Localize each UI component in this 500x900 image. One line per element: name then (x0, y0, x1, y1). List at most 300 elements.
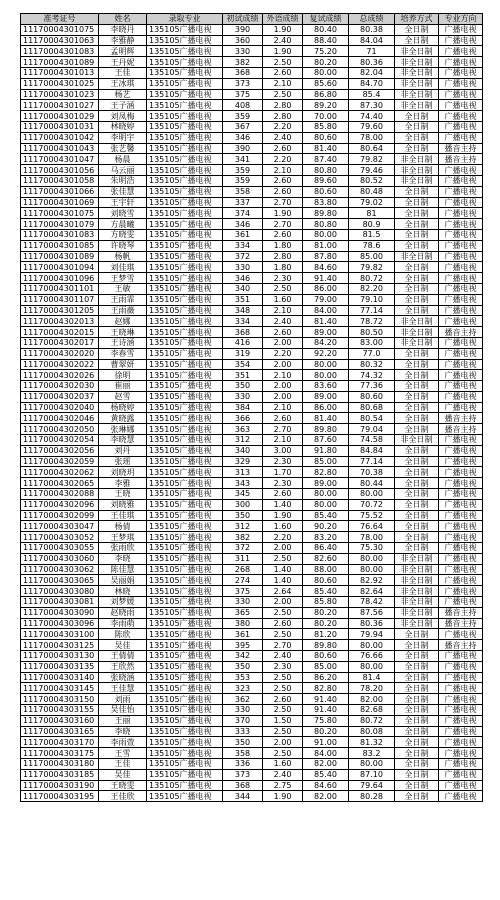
study-mode-cell: 非全日制 (395, 337, 439, 348)
name-cell: 刘佳琪 (99, 262, 147, 273)
study-mode-cell: 全日制 (395, 197, 439, 208)
exam-id-cell: 11170004301047 (21, 154, 99, 165)
name-cell: 王佳 (99, 67, 147, 78)
exam-id-cell: 11170004301031 (21, 121, 99, 132)
header-exam-id: 准考证号 (21, 14, 99, 25)
retest-score-cell: 86.00 (303, 402, 349, 413)
total-score-cell: 80.48 (349, 186, 395, 197)
name-cell: 杨艺 (99, 89, 147, 100)
exam-id-cell: 11170004301083 (21, 46, 99, 57)
table-row (21, 758, 483, 769)
exam-id-cell: 11170004303155 (21, 705, 99, 716)
study-mode-cell: 全日制 (395, 769, 439, 780)
name-cell: 刘雨 (99, 694, 147, 705)
exam-id-cell: 11170004303090 (21, 607, 99, 618)
total-score-cell: 80.60 (349, 391, 395, 402)
total-score-cell: 78.00 (349, 532, 395, 543)
name-cell: 王雨薇 (99, 305, 147, 316)
table-row (21, 208, 483, 219)
name-cell: 张晓涵 (99, 672, 147, 683)
direction-cell: 广播电视 (439, 294, 483, 305)
total-score-cell: 80.28 (349, 791, 395, 802)
retest-score-cell: 84.20 (303, 337, 349, 348)
retest-score-cell: 80.60 (303, 575, 349, 586)
study-mode-cell: 非全日制 (395, 78, 439, 89)
name-cell: 刘晓雅 (99, 499, 147, 510)
total-score-cell: 84.04 (349, 35, 395, 46)
retest-score-cell: 70.00 (303, 111, 349, 122)
prelim-score-cell: 330 (223, 391, 263, 402)
prelim-score-cell: 340 (223, 283, 263, 294)
retest-score-cell: 85.40 (303, 586, 349, 597)
retest-score-cell: 80.00 (303, 67, 349, 78)
direction-cell: 广播电视 (439, 111, 483, 122)
table-row (21, 694, 483, 705)
retest-score-cell: 86.80 (303, 89, 349, 100)
major-cell: 135105广播电视 (147, 618, 223, 629)
prelim-score-cell: 362 (223, 694, 263, 705)
exam-id-cell: 11170004303185 (21, 769, 99, 780)
retest-score-cell: 91.40 (303, 694, 349, 705)
name-cell: 杨倩 (99, 521, 147, 532)
major-cell: 135105广播电视 (147, 478, 223, 489)
direction-cell: 广播电视 (439, 575, 483, 586)
retest-score-cell: 90.20 (303, 521, 349, 532)
exam-id-cell: 11170004303052 (21, 532, 99, 543)
study-mode-cell: 全日制 (395, 24, 439, 35)
header-major: 录取专业 (147, 14, 223, 25)
language-score-cell: 2.60 (263, 618, 303, 629)
table-row (21, 435, 483, 446)
major-cell: 135105广播电视 (147, 67, 223, 78)
name-cell: 徐明 (99, 370, 147, 381)
prelim-score-cell: 329 (223, 456, 263, 467)
language-score-cell: 2.80 (263, 100, 303, 111)
exam-id-cell: 11170004301094 (21, 262, 99, 273)
table-row (21, 402, 483, 413)
retest-score-cell: 80.80 (303, 219, 349, 230)
total-score-cell: 81.4 (349, 672, 395, 683)
table-row (21, 143, 483, 154)
language-score-cell: 2.50 (263, 629, 303, 640)
language-score-cell: 1.50 (263, 715, 303, 726)
exam-id-cell: 11170004302037 (21, 391, 99, 402)
retest-score-cell: 85.00 (303, 456, 349, 467)
direction-cell: 广播电视 (439, 532, 483, 543)
language-score-cell: 2.00 (263, 597, 303, 608)
table-row (21, 683, 483, 694)
total-score-cell: 78.20 (349, 683, 395, 694)
prelim-score-cell: 384 (223, 402, 263, 413)
major-cell: 135105广播电视 (147, 165, 223, 176)
table-row (21, 564, 483, 575)
total-score-cell: 82.20 (349, 283, 395, 294)
language-score-cell: 1.70 (263, 467, 303, 478)
total-score-cell: 79.82 (349, 154, 395, 165)
retest-score-cell: 75.80 (303, 715, 349, 726)
total-score-cell: 80.50 (349, 327, 395, 338)
total-score-cell: 80.00 (349, 758, 395, 769)
retest-score-cell: 83.20 (303, 532, 349, 543)
name-cell: 赵娜 (99, 316, 147, 327)
language-score-cell: 1.90 (263, 46, 303, 57)
exam-id-cell: 11170004301013 (21, 67, 99, 78)
name-cell: 王佳慧 (99, 683, 147, 694)
retest-score-cell: 85.80 (303, 121, 349, 132)
retest-score-cell: 80.00 (303, 370, 349, 381)
prelim-score-cell: 346 (223, 132, 263, 143)
direction-cell: 广播电视 (439, 661, 483, 672)
table-row (21, 737, 483, 748)
exam-id-cell: 11170004301043 (21, 143, 99, 154)
retest-score-cell: 87.40 (303, 154, 349, 165)
retest-score-cell: 86.40 (303, 543, 349, 554)
direction-cell: 广播电视 (439, 348, 483, 359)
direction-cell: 广播电视 (439, 78, 483, 89)
major-cell: 135105广播电视 (147, 640, 223, 651)
direction-cell: 广播电视 (439, 132, 483, 143)
exam-id-cell: 11170004303080 (21, 586, 99, 597)
direction-cell: 广播电视 (439, 251, 483, 262)
study-mode-cell: 非全日制 (395, 435, 439, 446)
total-score-cell: 80.00 (349, 564, 395, 575)
table-row (21, 89, 483, 100)
direction-cell: 广播电视 (439, 57, 483, 68)
name-cell: 李明宇 (99, 132, 147, 143)
total-score-cell: 80.32 (349, 359, 395, 370)
retest-score-cell: 80.60 (303, 651, 349, 662)
name-cell: 张琳娜 (99, 424, 147, 435)
direction-cell: 广播电视 (439, 456, 483, 467)
retest-score-cell: 85.80 (303, 597, 349, 608)
study-mode-cell: 非全日制 (395, 100, 439, 111)
prelim-score-cell: 358 (223, 186, 263, 197)
exam-id-cell: 11170004302099 (21, 510, 99, 521)
direction-cell: 广播电视 (439, 402, 483, 413)
major-cell: 135105广播电视 (147, 694, 223, 705)
retest-score-cell: 86.00 (303, 283, 349, 294)
language-score-cell: 2.60 (263, 694, 303, 705)
total-score-cell: 79.46 (349, 165, 395, 176)
major-cell: 135105广播电视 (147, 132, 223, 143)
table-row (21, 132, 483, 143)
study-mode-cell: 非全日制 (395, 175, 439, 186)
prelim-score-cell: 333 (223, 726, 263, 737)
header-row (21, 14, 483, 25)
language-score-cell: 2.50 (263, 553, 303, 564)
name-cell: 王梦雪 (99, 273, 147, 284)
name-cell: 李晓丹 (99, 24, 147, 35)
language-score-cell: 2.00 (263, 391, 303, 402)
direction-cell: 广播电视 (439, 100, 483, 111)
study-mode-cell: 非全日制 (395, 564, 439, 575)
major-cell: 135105广播电视 (147, 251, 223, 262)
study-mode-cell: 全日制 (395, 424, 439, 435)
exam-id-cell: 11170004301066 (21, 186, 99, 197)
language-score-cell: 2.50 (263, 57, 303, 68)
direction-cell: 广播电视 (439, 715, 483, 726)
prelim-score-cell: 330 (223, 705, 263, 716)
study-mode-cell: 非全日制 (395, 89, 439, 100)
exam-id-cell: 11170004301205 (21, 305, 99, 316)
name-cell: 王敏 (99, 283, 147, 294)
name-cell: 王梦琪 (99, 532, 147, 543)
prelim-score-cell: 350 (223, 661, 263, 672)
language-score-cell: 2.30 (263, 456, 303, 467)
exam-id-cell: 11170004301042 (21, 132, 99, 143)
language-score-cell: 1.40 (263, 575, 303, 586)
major-cell: 135105广播电视 (147, 413, 223, 424)
major-cell: 135105广播电视 (147, 35, 223, 46)
language-score-cell: 2.70 (263, 219, 303, 230)
total-score-cell: 80.9 (349, 219, 395, 230)
direction-cell: 播音主持 (439, 640, 483, 651)
language-score-cell: 2.00 (263, 337, 303, 348)
prelim-score-cell: 350 (223, 381, 263, 392)
major-cell: 135105广播电视 (147, 586, 223, 597)
retest-score-cell: 81.00 (303, 240, 349, 251)
name-cell: 王晓琳 (99, 327, 147, 338)
direction-cell: 播音主持 (439, 618, 483, 629)
table-header (21, 14, 483, 25)
language-score-cell: 1.90 (263, 24, 303, 35)
study-mode-cell: 全日制 (395, 661, 439, 672)
table-row (21, 165, 483, 176)
table-row (21, 499, 483, 510)
direction-cell: 广播电视 (439, 478, 483, 489)
language-score-cell: 2.40 (263, 316, 303, 327)
table-row (21, 197, 483, 208)
prelim-score-cell: 319 (223, 348, 263, 359)
table-row (21, 316, 483, 327)
table-row (21, 661, 483, 672)
language-score-cell: 2.64 (263, 586, 303, 597)
admission-table-sheet (20, 13, 482, 802)
total-score-cell: 75.30 (349, 543, 395, 554)
study-mode-cell: 全日制 (395, 35, 439, 46)
language-score-cell: 2.10 (263, 402, 303, 413)
name-cell: 吴丽娟 (99, 575, 147, 586)
direction-cell: 广播电视 (439, 89, 483, 100)
total-score-cell: 74.32 (349, 370, 395, 381)
name-cell: 王宇轩 (99, 197, 147, 208)
retest-score-cell: 80.60 (303, 186, 349, 197)
major-cell: 135105广播电视 (147, 305, 223, 316)
prelim-score-cell: 390 (223, 24, 263, 35)
exam-id-cell: 11170004303145 (21, 683, 99, 694)
study-mode-cell: 非全日制 (395, 327, 439, 338)
table-row (21, 424, 483, 435)
language-score-cell: 2.10 (263, 78, 303, 89)
prelim-score-cell: 334 (223, 316, 263, 327)
table-row (21, 607, 483, 618)
prelim-score-cell: 380 (223, 618, 263, 629)
exam-id-cell: 11170004301089 (21, 57, 99, 68)
direction-cell: 广播电视 (439, 67, 483, 78)
table-row (21, 445, 483, 456)
exam-id-cell: 11170004303062 (21, 564, 99, 575)
language-score-cell: 1.80 (263, 240, 303, 251)
exam-id-cell: 11170004303195 (21, 791, 99, 802)
exam-id-cell: 11170004301083 (21, 229, 99, 240)
study-mode-cell: 非全日制 (395, 553, 439, 564)
total-score-cell: 82.68 (349, 705, 395, 716)
name-cell: 王佳琪 (99, 510, 147, 521)
table-row (21, 35, 483, 46)
language-score-cell: 1.80 (263, 262, 303, 273)
name-cell: 刘丹 (99, 445, 147, 456)
prelim-score-cell: 274 (223, 575, 263, 586)
retest-score-cell: 80.20 (303, 618, 349, 629)
direction-cell: 广播电视 (439, 564, 483, 575)
direction-cell: 广播电视 (439, 219, 483, 230)
major-cell: 135105广播电视 (147, 683, 223, 694)
major-cell: 135105广播电视 (147, 445, 223, 456)
major-cell: 135105广播电视 (147, 597, 223, 608)
retest-score-cell: 82.00 (303, 791, 349, 802)
retest-score-cell: 89.00 (303, 391, 349, 402)
major-cell: 135105广播电视 (147, 456, 223, 467)
language-score-cell: 2.40 (263, 35, 303, 46)
retest-score-cell: 84.00 (303, 748, 349, 759)
exam-id-cell: 11170004303180 (21, 758, 99, 769)
exam-id-cell: 11170004301027 (21, 100, 99, 111)
prelim-score-cell: 358 (223, 748, 263, 759)
retest-score-cell: 89.80 (303, 424, 349, 435)
name-cell: 王佳 (99, 758, 147, 769)
prelim-score-cell: 359 (223, 165, 263, 176)
study-mode-cell: 非全日制 (395, 67, 439, 78)
total-score-cell: 80.38 (349, 24, 395, 35)
retest-score-cell: 88.00 (303, 564, 349, 575)
table-row (21, 748, 483, 759)
prelim-score-cell: 330 (223, 262, 263, 273)
retest-score-cell: 89.80 (303, 640, 349, 651)
language-score-cell: 2.30 (263, 273, 303, 284)
direction-cell: 广播电视 (439, 46, 483, 57)
exam-id-cell: 11170004302022 (21, 359, 99, 370)
study-mode-cell: 非全日制 (395, 57, 439, 68)
direction-cell: 广播电视 (439, 758, 483, 769)
major-cell: 135105广播电视 (147, 435, 223, 446)
study-mode-cell: 全日制 (395, 478, 439, 489)
prelim-score-cell: 363 (223, 424, 263, 435)
exam-id-cell: 11170004303125 (21, 640, 99, 651)
exam-id-cell: 11170004303165 (21, 726, 99, 737)
exam-id-cell: 11170004302088 (21, 489, 99, 500)
name-cell: 王丹妮 (99, 57, 147, 68)
table-row (21, 640, 483, 651)
language-score-cell: 2.60 (263, 175, 303, 186)
total-score-cell: 80.68 (349, 402, 395, 413)
table-row (21, 672, 483, 683)
study-mode-cell: 全日制 (395, 294, 439, 305)
table-row (21, 359, 483, 370)
retest-score-cell: 82.80 (303, 683, 349, 694)
exam-id-cell: 11170004303160 (21, 715, 99, 726)
language-score-cell: 2.10 (263, 370, 303, 381)
name-cell: 李雅 (99, 478, 147, 489)
prelim-score-cell: 375 (223, 89, 263, 100)
major-cell: 135105广播电视 (147, 748, 223, 759)
total-score-cell: 78.42 (349, 597, 395, 608)
table-row (21, 78, 483, 89)
major-cell: 135105广播电视 (147, 327, 223, 338)
total-score-cell: 82.00 (349, 694, 395, 705)
major-cell: 135105广播电视 (147, 489, 223, 500)
prelim-score-cell: 368 (223, 780, 263, 791)
retest-score-cell: 80.20 (303, 607, 349, 618)
name-cell: 李晓 (99, 726, 147, 737)
language-score-cell: 2.80 (263, 111, 303, 122)
retest-score-cell: 89.80 (303, 208, 349, 219)
exam-id-cell: 11170004303081 (21, 597, 99, 608)
major-cell: 135105广播电视 (147, 532, 223, 543)
major-cell: 135105广播电视 (147, 337, 223, 348)
direction-cell: 广播电视 (439, 672, 483, 683)
exam-id-cell: 11170004301107 (21, 294, 99, 305)
table-row (21, 651, 483, 662)
name-cell: 李雨萱 (99, 737, 147, 748)
major-cell: 135105广播电视 (147, 240, 223, 251)
prelim-score-cell: 311 (223, 553, 263, 564)
retest-score-cell: 84.00 (303, 305, 349, 316)
language-score-cell: 1.60 (263, 294, 303, 305)
total-score-cell: 87.10 (349, 769, 395, 780)
retest-score-cell: 86.20 (303, 672, 349, 683)
study-mode-cell: 全日制 (395, 629, 439, 640)
major-cell: 135105广播电视 (147, 262, 223, 273)
retest-score-cell: 80.00 (303, 359, 349, 370)
retest-score-cell: 91.80 (303, 445, 349, 456)
major-cell: 135105广播电视 (147, 121, 223, 132)
exam-id-cell: 11170004301079 (21, 219, 99, 230)
study-mode-cell: 全日制 (395, 445, 439, 456)
major-cell: 135105广播电视 (147, 402, 223, 413)
prelim-score-cell: 330 (223, 597, 263, 608)
name-cell: 李晓 (99, 553, 147, 564)
exam-id-cell: 11170004302020 (21, 348, 99, 359)
total-score-cell: 77.0 (349, 348, 395, 359)
language-score-cell: 2.40 (263, 769, 303, 780)
retest-score-cell: 89.60 (303, 175, 349, 186)
prelim-score-cell: 343 (223, 478, 263, 489)
total-score-cell: 85.4 (349, 89, 395, 100)
direction-cell: 播音主持 (439, 143, 483, 154)
table-row (21, 586, 483, 597)
retest-score-cell: 75.20 (303, 46, 349, 57)
language-score-cell: 2.00 (263, 543, 303, 554)
direction-cell: 广播电视 (439, 24, 483, 35)
direction-cell: 广播电视 (439, 499, 483, 510)
major-cell: 135105广播电视 (147, 229, 223, 240)
prelim-score-cell: 341 (223, 154, 263, 165)
retest-score-cell: 91.40 (303, 273, 349, 284)
name-cell: 赵雪 (99, 391, 147, 402)
major-cell: 135105广播电视 (147, 46, 223, 57)
direction-cell: 广播电视 (439, 435, 483, 446)
exam-id-cell: 11170004303190 (21, 780, 99, 791)
table-row (21, 381, 483, 392)
total-score-cell: 80.72 (349, 273, 395, 284)
retest-score-cell: 83.80 (303, 197, 349, 208)
total-score-cell: 80.52 (349, 175, 395, 186)
major-cell: 135105广播电视 (147, 359, 223, 370)
name-cell: 王倩倩 (99, 651, 147, 662)
exam-id-cell: 11170004301101 (21, 283, 99, 294)
table-row (21, 575, 483, 586)
table-row (21, 370, 483, 381)
